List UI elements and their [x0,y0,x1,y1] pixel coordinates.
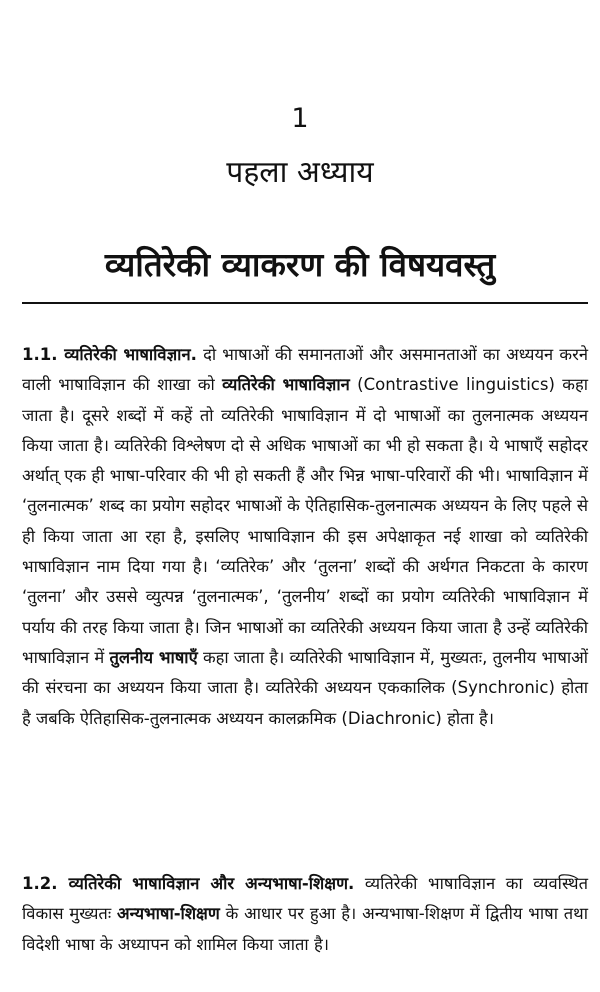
section-1-paragraph [22,340,588,734]
section-1-term: व्यतिरेकी भाषाविज्ञान [222,375,350,395]
section-2-text-1: व्यतिरेकी भाषाविज्ञान का व्यवस्थित विकास मुख्यतः [22,874,588,924]
section-2-term: अन्यभाषा-शिक्षण [116,904,220,924]
title-divider [22,302,588,304]
section-1-term-2: तुलनीय भाषाएँ [109,647,198,667]
section-1-text-2: (Contrastive linguistics) कहा जाता है। दूसरे शब्दों में कहें तो व्यतिरेकी भाषाविज्ञान में दो भाषाओं का तुलनात्मक अध्ययन किया जाता है। व्यतिरेकी विश्लेषण दो से अधिक भाषाओं का भी हो सकता है। ये भाषाएँ सहोदर अर्थात् एक ही भाषा-परिवार की भी हो सकती हैं और भिन्न भाषा-परिवारों की भी। भाषाविज्ञान में ‘तुलनात्मक’ शब्द का प्रयोग सहोदर भाषाओं के ऐतिहासिक-तुलनात्मक अध्ययन के लिए पहले से ही किया जाता आ रहा है, इसलिए भाषाविज्ञान की इस अपेक्षाकृत नई शाखा को व्यतिरेकी भाषाविज्ञान नाम दिया गया है। ‘व्यतिरेक’ और ‘तुलना’ शब्दों की अर्थगत निकटता के कारण ‘तुलना’ और उससे व्युत्पन्न ‘तुलनात्मक’, ‘तुलनीय’ शब्दों का प्रयोग व्यतिरेकी भाषाविज्ञान में पर्याय की तरह किया जाता है। जिन भाषाओं का व्यतिरेकी अध्ययन किया जाता है उन्हें व्यतिरेकी भाषाविज्ञान में [22,375,588,667]
section-1-text-1: दो भाषाओं की समानताओं और असमानताओं का अध्ययन करने वाली भाषाविज्ञान की शाखा को [22,345,588,395]
section-2-paragraph [22,869,588,960]
section-2-heading: 1.2. व्यतिरेकी भाषाविज्ञान और अन्यभाषा-शिक्षण. [22,874,355,893]
section-1-heading: 1.1. व्यतिरेकी भाषाविज्ञान. [22,345,197,364]
chapter-title: व्यतिरेकी व्याकरण की विषयवस्तु [104,245,496,284]
section-2-text-2: के आधार पर हुआ है। अन्यभाषा-शिक्षण में द्वितीय भाषा तथा विदेशी भाषा के अध्यापन को शामिल किया जाता है। [22,904,588,954]
chapter-number: 1 [291,103,309,134]
chapter-label: पहला अध्याय [226,155,374,190]
section-1-text-3: कहा जाता है। व्यतिरेकी भाषाविज्ञान में, मुख्यतः, तुलनीय भाषाओं की संरचना का अध्ययन किया जाता है। व्यतिरेकी अध्ययन एककालिक (Synchronic) होता है जबकि ऐतिहासिक-तुलनात्मक अध्ययन कालक्रमिक (Diachronic) होता है। [22,647,589,728]
